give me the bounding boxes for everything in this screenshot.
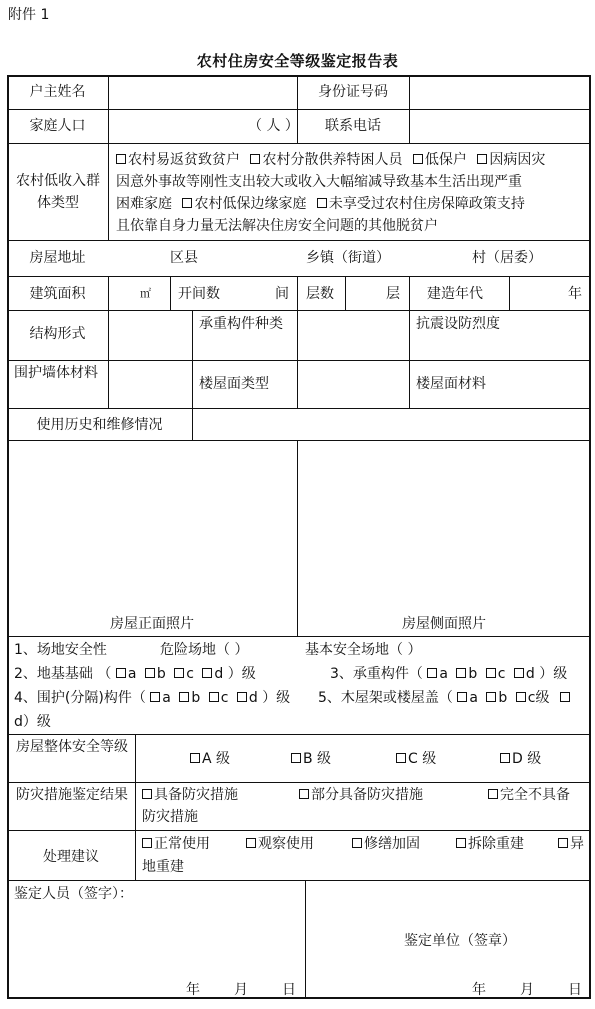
- checkbox[interactable]: [477, 154, 487, 164]
- floors-label: 层数: [306, 286, 334, 302]
- checkbox[interactable]: [500, 753, 510, 763]
- checkbox[interactable]: [456, 668, 466, 678]
- checkbox[interactable]: [250, 154, 260, 164]
- attachment-label: 附件 1: [8, 7, 50, 23]
- bays-label: 开间数: [178, 286, 220, 302]
- checkbox[interactable]: [142, 789, 152, 799]
- checkbox[interactable]: [209, 692, 219, 702]
- seal-day: 日: [568, 982, 582, 998]
- sign-year: 年: [186, 982, 200, 998]
- checkbox[interactable]: [116, 154, 126, 164]
- seal-month: 月: [520, 982, 534, 998]
- township-label: 乡镇（街道）: [306, 250, 390, 266]
- household-size-label: 家庭人口: [29, 118, 86, 134]
- checkbox[interactable]: [174, 668, 184, 678]
- district-label: 区县: [170, 250, 198, 266]
- checkbox[interactable]: [116, 668, 126, 678]
- checkbox[interactable]: [516, 692, 526, 702]
- front-photo-label: 房屋正面照片: [110, 616, 194, 632]
- enclosure-material-label: 围护墙体材料: [14, 365, 98, 381]
- appraiser-signature-label: 鉴定人员（签字）：: [14, 886, 133, 902]
- roof-truss-row-continued: d）级: [14, 714, 51, 730]
- year-unit: 年: [568, 286, 582, 302]
- checkbox[interactable]: [456, 838, 466, 848]
- load-bearing-label: 承重构件种类: [199, 316, 283, 332]
- sign-month: 月: [234, 982, 248, 998]
- floor-area-label: 建筑面积: [29, 286, 86, 302]
- advice-option-5-continued: 地重建: [142, 859, 184, 875]
- roof-truss-row: 5、木屋架或楼屋盖（ a b c级: [318, 689, 572, 707]
- checkbox[interactable]: [427, 668, 437, 678]
- roof-type-label: 楼屋面类型: [199, 376, 269, 392]
- checkbox[interactable]: [396, 753, 406, 763]
- checkbox[interactable]: [299, 789, 309, 799]
- owner-name-label: 户主姓名: [29, 84, 86, 100]
- sign-day: 日: [282, 982, 296, 998]
- checkbox[interactable]: [179, 692, 189, 702]
- checkbox[interactable]: [150, 692, 160, 702]
- build-year-label: 建造年代: [427, 286, 483, 302]
- advice-option-3: 修缮加固: [352, 835, 420, 853]
- checkbox[interactable]: [246, 838, 256, 848]
- disaster-option-2: 部分具备防灾措施: [299, 786, 423, 804]
- overall-safety-label: 房屋整体安全等级: [16, 739, 128, 755]
- checkbox[interactable]: [488, 789, 498, 799]
- load-members-row: 3、承重构件（ a b c d ）级: [330, 666, 568, 682]
- checkbox[interactable]: [558, 838, 568, 848]
- phone-label: 联系电话: [325, 118, 381, 134]
- checkbox[interactable]: [486, 668, 496, 678]
- checkbox[interactable]: [237, 692, 247, 702]
- area-unit: ㎡: [140, 287, 151, 300]
- unit-seal-label: 鉴定单位（签章）: [404, 933, 516, 949]
- low-income-type-label: 农村低收入群体类型: [16, 173, 100, 211]
- seismic-label: 抗震设防烈度: [416, 316, 500, 332]
- structure-label: 结构形式: [29, 326, 86, 342]
- overall-level-c: C 级: [396, 750, 436, 768]
- household-unit: （ 人 ）: [248, 118, 299, 134]
- address-label: 房屋地址: [29, 250, 86, 266]
- history-label: 使用历史和维修情况: [36, 417, 163, 433]
- checkbox[interactable]: [560, 692, 570, 702]
- site-basic-option: 基本安全场地（ ）: [305, 642, 422, 658]
- overall-level-a: A 级: [190, 750, 230, 768]
- checkbox[interactable]: [291, 753, 301, 763]
- advice-option-5: 异: [558, 835, 584, 853]
- checkbox[interactable]: [352, 838, 362, 848]
- advice-option-1: 正常使用: [142, 835, 210, 853]
- checkbox[interactable]: [486, 692, 496, 702]
- checkbox[interactable]: [317, 198, 327, 208]
- seal-year: 年: [472, 982, 486, 998]
- checkbox[interactable]: [202, 668, 212, 678]
- site-safety-label: 1、场地安全性: [14, 642, 107, 658]
- disaster-option-3-continued: 防灾措施: [142, 809, 198, 825]
- disaster-label: 防灾措施鉴定结果: [16, 787, 128, 803]
- site-danger-option: 危险场地（ ）: [160, 642, 249, 658]
- checkbox[interactable]: [190, 753, 200, 763]
- side-photo-label: 房屋侧面照片: [402, 616, 486, 632]
- disaster-option-1: 具备防灾措施: [142, 786, 238, 804]
- advice-option-2: 观察使用: [246, 835, 314, 853]
- overall-level-d: D 级: [500, 750, 541, 768]
- page-title: 农村住房安全等级鉴定报告表: [196, 52, 399, 70]
- floors-unit: 层: [386, 286, 400, 302]
- checkbox[interactable]: [145, 668, 155, 678]
- foundation-row: 2、地基基础 （ a b c d ）级: [14, 666, 256, 682]
- checkbox[interactable]: [413, 154, 423, 164]
- low-income-options: 农村易返贫致贫户 农村分散供养特困人员 低保户 因病因灾 因意外事故等刚性支出较大或收入大幅缩减导致基本生活出现严重 困难家庭 农村低保边缘家庭 未享受过农村住房保障政策支持 且依靠自身力量无法解决住房安全问题的其他脱贫户: [116, 152, 546, 234]
- roof-material-label: 楼屋面材料: [416, 376, 486, 392]
- advice-option-4: 拆除重建: [456, 835, 524, 853]
- checkbox[interactable]: [514, 668, 524, 678]
- enclosure-row: 4、围护(分隔)构件（ a b c d ）级: [14, 690, 291, 706]
- bays-unit: 间: [275, 286, 289, 302]
- id-number-label: 身份证号码: [318, 84, 388, 100]
- advice-label: 处理建议: [43, 849, 99, 865]
- overall-level-b: B 级: [291, 750, 331, 768]
- village-label: 村（居委）: [472, 250, 542, 266]
- disaster-option-3: 完全不具备: [488, 786, 570, 804]
- checkbox[interactable]: [142, 838, 152, 848]
- checkbox[interactable]: [457, 692, 467, 702]
- checkbox[interactable]: [182, 198, 192, 208]
